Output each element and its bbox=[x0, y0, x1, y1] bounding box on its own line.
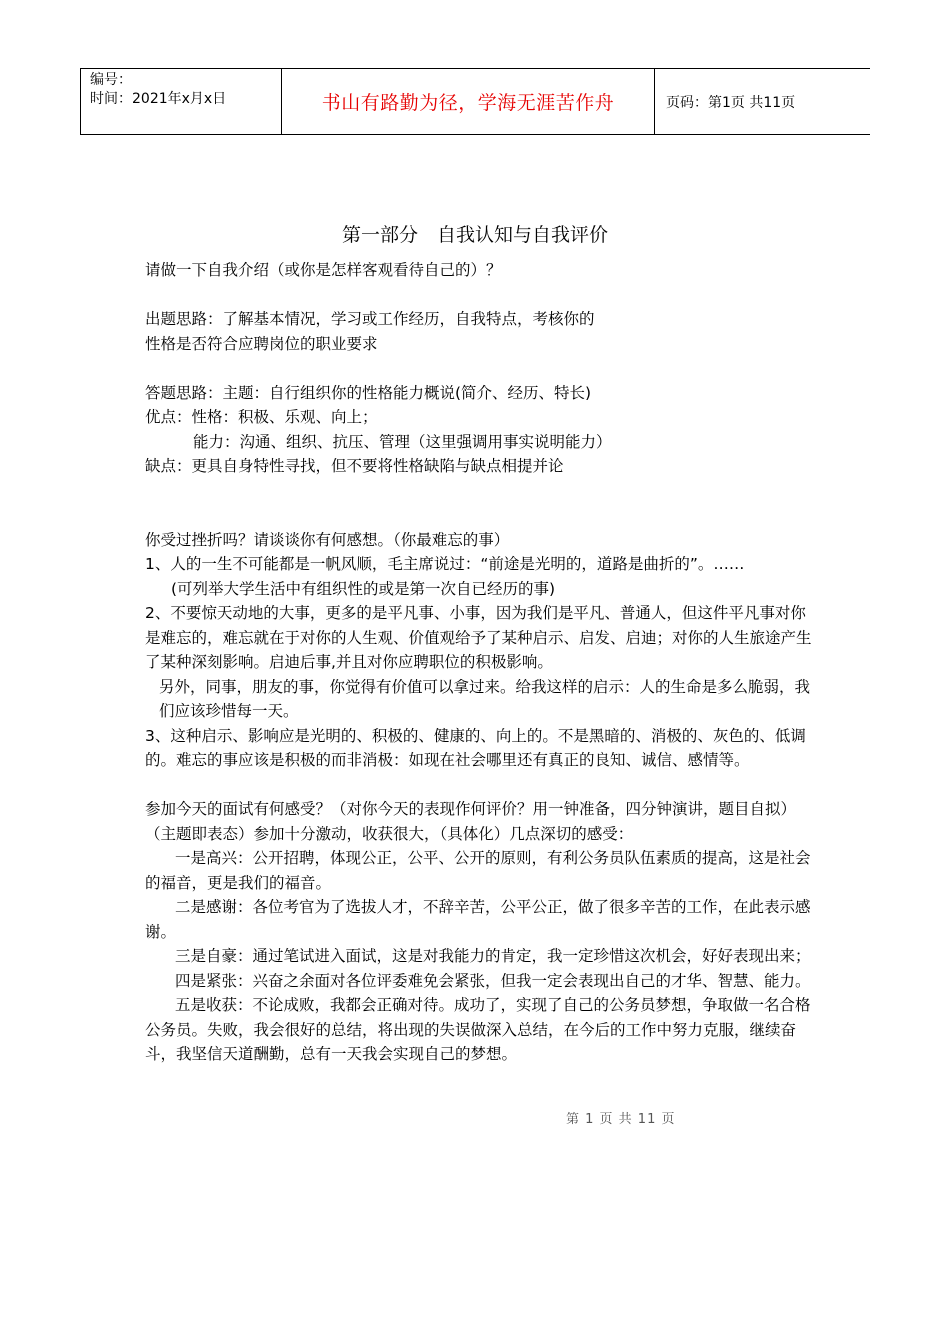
header-left-cell bbox=[81, 69, 282, 134]
document-body bbox=[145, 258, 815, 1067]
q1-idea-line2: 性格是否符合应聘岗位的职业要求 bbox=[145, 334, 378, 353]
q1-idea-line1: 出题思路：了解基本情况，学习或工作经历，自我特点，考核你的 bbox=[145, 310, 595, 328]
header-middle-cell bbox=[282, 69, 655, 134]
q1-merit-line: 优点：性格：积极、乐观、向上； bbox=[145, 408, 378, 426]
q3-item-3: 三是自豪：通过笔试进入面试，这是对我能力的肯定，我一定珍惜这次机会，好好表现出来； bbox=[175, 947, 811, 965]
date-label: 时间：2021年x月x日 bbox=[90, 91, 227, 107]
q2-paragraph-1: 1、人的一生不可能都是一帆风顺，毛主席说过：“前途是光明的，道路是曲折的”。…… bbox=[145, 555, 745, 573]
q3-question: 参加今天的面试有何感受？（对你今天的表现作何评价？用一钟准备，四分钟演讲，题目自拟） bbox=[145, 800, 797, 818]
document-title: 第一部分 自我认知与自我评价 bbox=[341, 224, 608, 246]
q1-answer-line: 答题思路：主题：自行组织你的性格能力概说(简介、经历、特长) bbox=[145, 383, 592, 402]
q3-item-1: 一是高兴：公开招聘，体现公正，公平、公开的原则，有利公务员队伍素质的提高，这是社会的福音，更是我们的福音。 bbox=[145, 849, 811, 892]
q1-weakness-line: 缺点：更具自身特性寻找，但不要将性格缺陷与缺点相提并论 bbox=[145, 457, 564, 475]
q2-question: 你受过挫折吗？请谈谈你有何感想。（你最难忘的事） bbox=[145, 530, 510, 549]
page-info: 页码：第1页 共11页 bbox=[666, 94, 796, 111]
q2-paragraph-3: 3、这种启示、影响应是光明的、积极的、健康的、向上的。不是黑暗的、消极的、灰色的、低调的。难忘的事应该是积极的而非消极：如现在社会哪里还有真正的良知、诚信、感情等。 bbox=[145, 726, 806, 769]
q3-item-5: 五是收获：不论成败，我都会正确对待。成功了，实现了自己的公务员梦想，争取做一名合格公务员。失败，我会很好的总结，将出现的失误做深入总结，在今后的工作中努力克服，继续奋斗，我坚信天道酬勤，总有一天我会实现自己的梦想。 bbox=[145, 996, 811, 1063]
q1-question: 请做一下自我介绍（或你是怎样客观看待自己的）？ bbox=[145, 261, 502, 279]
header-table bbox=[80, 68, 870, 135]
q1-ability-line: 能力：沟通、组织、抗压、管理（这里强调用事实说明能力） bbox=[193, 432, 612, 451]
motto-text: 书山有路勤为径，学海无涯苦作舟 bbox=[321, 92, 615, 114]
q3-item-2: 二是感谢：各位考官为了选拔人才，不辞辛苦，公平公正，做了很多辛苦的工作，在此表示感谢。 bbox=[145, 898, 811, 941]
q2-paragraph-2b: 另外，同事，朋友的事，你觉得有价值可以拿过来。给我这样的启示：人的生命是多么脆弱，我们应该珍惜每一天。 bbox=[159, 677, 811, 720]
q3-intro: （主题即表态）参加十分激动，收获很大，（具体化）几点深切的感受： bbox=[145, 824, 634, 843]
q3-item-4: 四是紧张：兴奋之余面对各位评委难免会紧张，但我一定会表现出自己的才华、智慧、能力。 bbox=[175, 971, 811, 990]
number-label: 编号： bbox=[90, 72, 132, 88]
footer-page-mark: 第 1 页 共 11 页 bbox=[566, 1112, 676, 1127]
header-right-cell bbox=[655, 69, 870, 134]
q2-paragraph-2: 2、不要惊天动地的大事，更多的是平凡事、小事，因为我们是平凡、普通人，但这件平凡事对你是难忘的，难忘就在于对你的人生观、价值观给予了某种启示、启发、启迪；对你的人生旅途产生了某种深刻影响。启迪后事,并且对你应聘职位的积极影响。 bbox=[145, 604, 812, 671]
q2-paragraph-1-note: (可列举大学生活中有组织性的或是第一次自已经历的事) bbox=[171, 579, 556, 598]
